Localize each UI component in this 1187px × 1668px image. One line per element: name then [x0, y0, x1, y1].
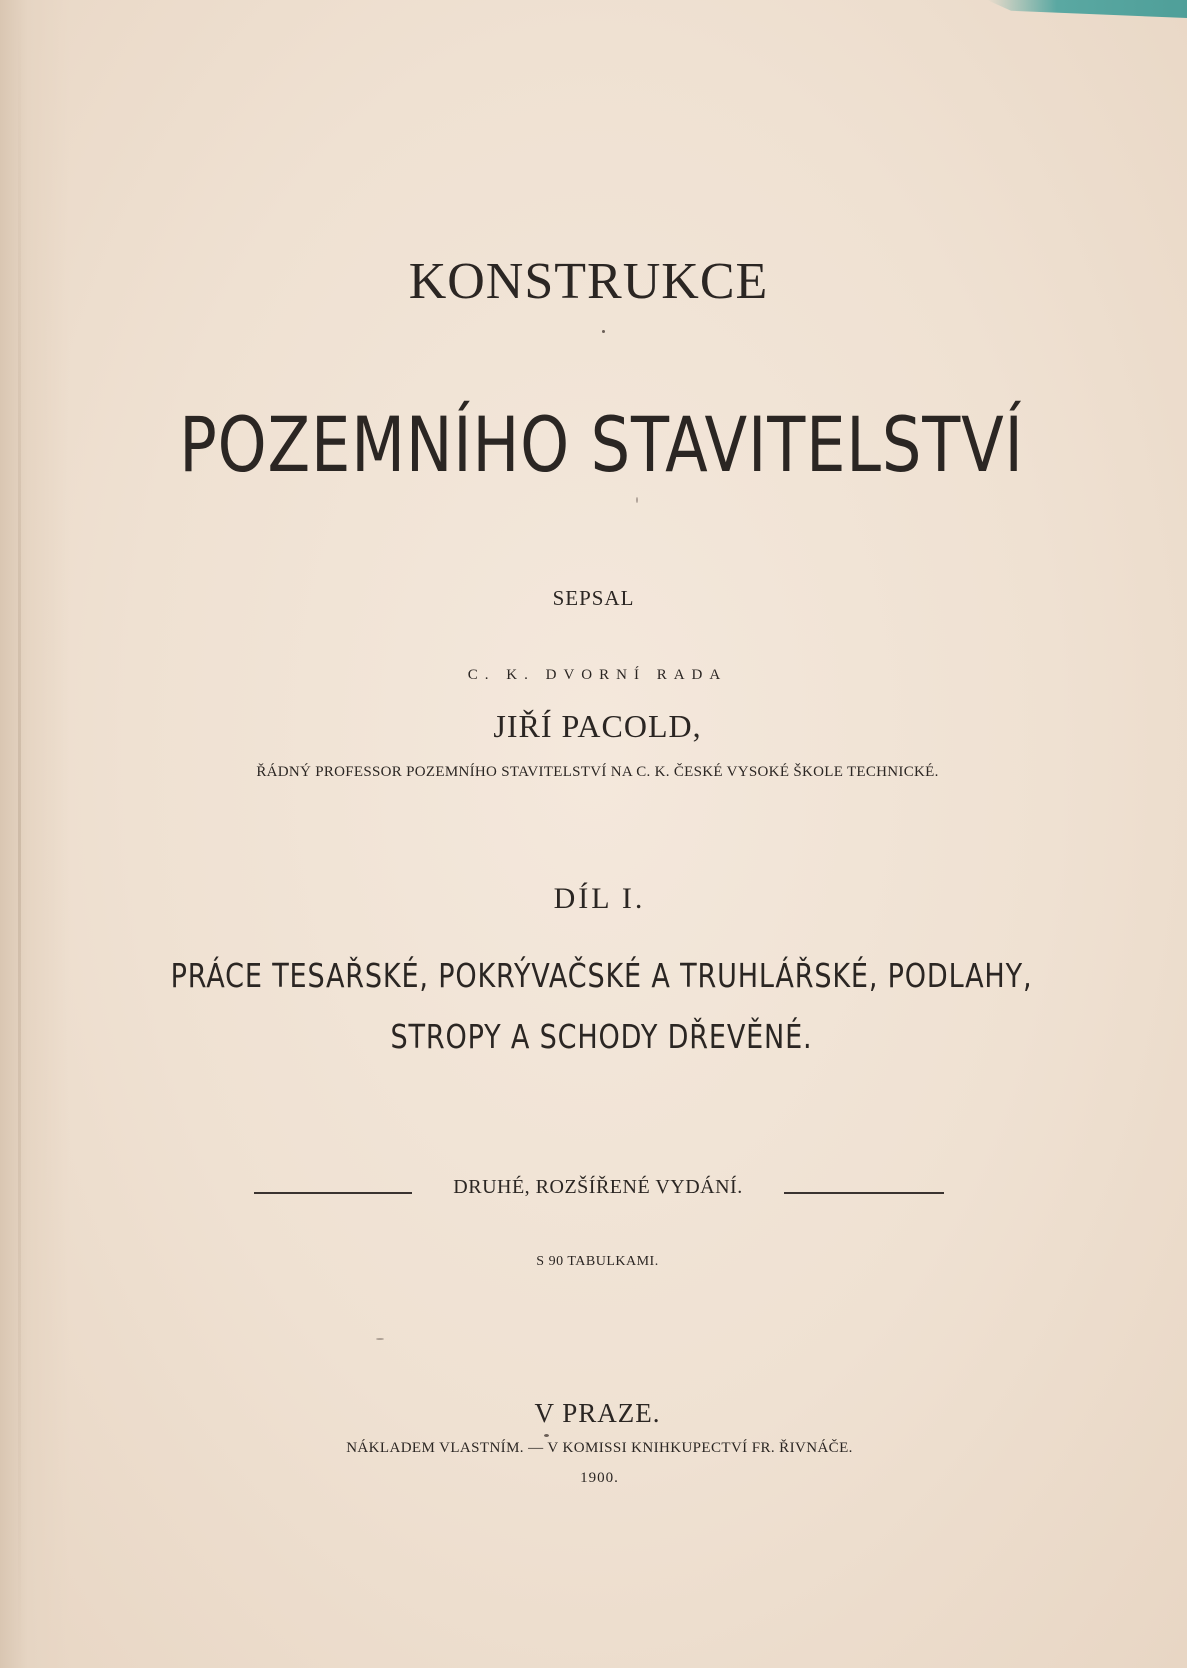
imprint-publisher: NÁKLADEM VLASTNÍM. — V KOMISSI KNIHKUPECTVÍ FR. ŘIVNÁČE. — [346, 1440, 853, 1456]
cover-edge-accent — [987, 0, 1187, 18]
ink-speck — [636, 497, 638, 503]
title-line-1: KONSTRUKCE — [408, 253, 769, 310]
edition-rule-left — [254, 1192, 412, 1194]
ink-speck — [376, 1338, 384, 1340]
edition-row — [0, 1176, 1187, 1206]
tables-note: S 90 TABULKAMI. — [536, 1254, 659, 1269]
ink-speck — [544, 1434, 549, 1437]
title-line-2: POZEMNÍHO STAVITELSTVÍ — [179, 400, 1024, 489]
subject-line-2: STROPY A SCHODY DŘEVĚNÉ. — [390, 1017, 813, 1056]
author-intro: SEPSAL — [552, 586, 635, 610]
imprint-year: 1900. — [580, 1470, 619, 1486]
edition-rule-right — [784, 1192, 944, 1194]
author-name: JIŘÍ PACOLD, — [493, 708, 702, 744]
author-affiliation: ŘÁDNÝ PROFESSOR POZEMNÍHO STAVITELSTVÍ NA C. K. ČESKÉ VYSOKÉ ŠKOLE TECHNICKÉ. — [256, 764, 939, 780]
subject-line-1: PRÁCE TESAŘSKÉ, POKRÝVAČSKÉ A TRUHLÁŘSKÉ, PODLAHY, — [170, 956, 1033, 995]
edition-label: DRUHÉ, ROZŠÍŘENÉ VYDÁNÍ. — [453, 1176, 743, 1198]
ink-speck — [602, 330, 605, 333]
part-label: DÍL I. — [553, 882, 646, 915]
imprint-place: V PRAZE. — [534, 1398, 661, 1428]
author-rank: C. K. DVORNÍ RADA — [467, 667, 728, 683]
